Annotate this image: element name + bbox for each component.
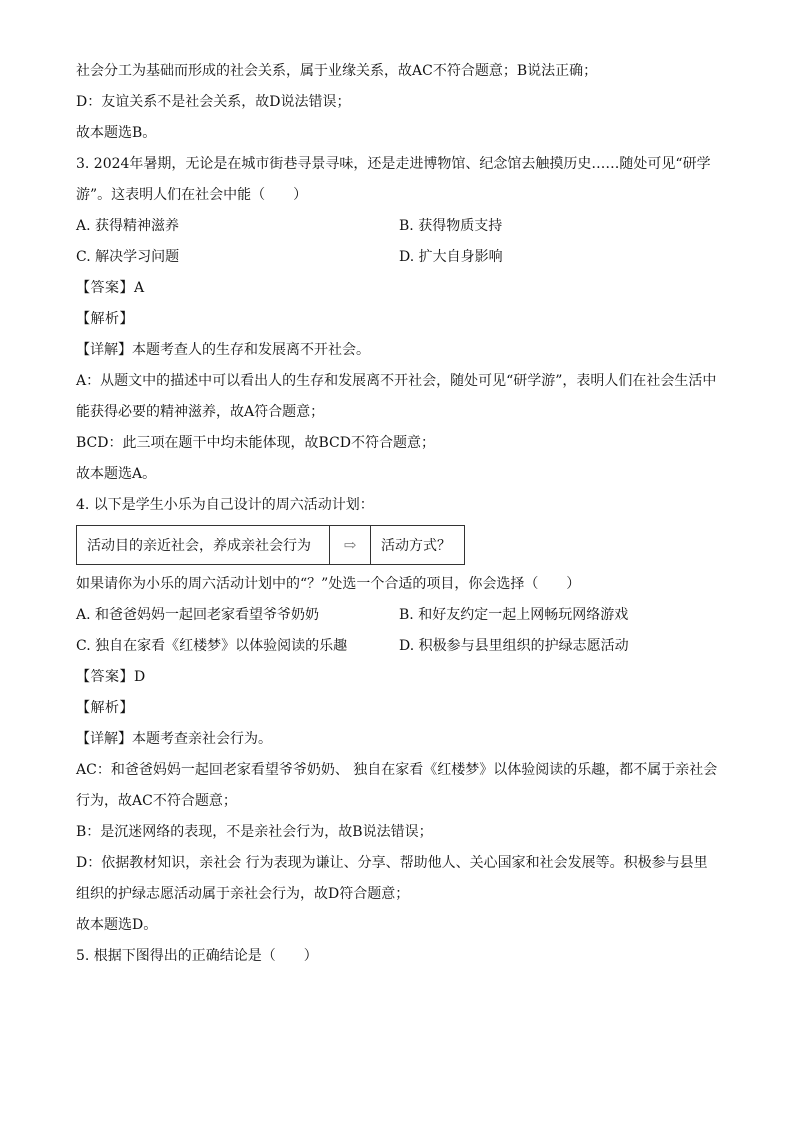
option-c: C. 解决学习问题 [76, 249, 180, 265]
option-a: A. 获得精神滋养 [76, 218, 180, 234]
question-5 [76, 941, 721, 972]
option-b: B. 和好友约定一起上网畅玩网络游戏 [399, 607, 629, 623]
analysis-label: 【解析】 [76, 700, 134, 716]
plan-purpose-cell: 活动目的亲近社会，养成亲社会行为 [77, 526, 330, 565]
option-c: C. 独自在家看《红楼梦》以体验阅读的乐趣 [76, 638, 348, 654]
answer-label: 【答案】D [76, 669, 146, 685]
explain-line: 行为，故AC不符合题意； [76, 793, 237, 809]
text-line: 社会分工为基础而形成的社会关系，属于业缘关系，故AC不符合题意；B说法正确； [76, 63, 598, 79]
explain-line: 故本题选D。 [76, 917, 158, 933]
option-b: B. 获得物质支持 [399, 218, 503, 234]
option-d: D. 积极参与县里组织的护绿志愿活动 [399, 638, 629, 654]
answer-label: 【答案】A [76, 280, 145, 296]
explain-line: 【详解】本题考查人的生存和发展离不开社会。 [76, 342, 370, 358]
option-d: D. 扩大自身影响 [399, 249, 503, 265]
arrow-right-icon: ⇨ [343, 536, 357, 554]
page-content [76, 56, 721, 972]
option-a: A. 和爸爸妈妈一起回老家看望爷爷奶奶 [76, 607, 320, 623]
question-3 [76, 149, 721, 490]
explain-line: 能获得必要的精神滋养，故A符合题意； [76, 404, 325, 420]
text-line: 故本题选B。 [76, 125, 157, 141]
explain-line: AC：和爸爸妈妈一起回老家看望爷爷奶奶、 独自在家看《红楼梦》以体验阅读的乐趣，都不属于亲社会 [76, 762, 718, 778]
option-row [76, 600, 721, 631]
plan-method-cell: 活动方式？ [371, 526, 465, 565]
question-stem: 5. 根据下图得出的正确结论是（ ） [76, 948, 318, 964]
question-prompt: 如果请你为小乐的周六活动计划中的“？”处选一个合适的项目，你会选择（ ） [76, 576, 581, 592]
option-row [76, 242, 721, 273]
explain-line: BCD：此三项在题干中均未能体现，故BCD不符合题意； [76, 435, 435, 451]
question-stem: 游”。这表明人们在社会中能（ ） [76, 187, 308, 203]
option-row [76, 211, 721, 242]
explain-line: 【详解】本题考查亲社会行为。 [76, 731, 272, 747]
explain-line: 组织的护绿志愿活动属于亲社会行为，故D符合题意； [76, 886, 410, 902]
plan-arrow-cell [330, 526, 371, 565]
analysis-label: 【解析】 [76, 311, 134, 327]
question-stem: 4. 以下是学生小乐为自己设计的周六活动计划： [76, 497, 374, 513]
explain-line: 故本题选A。 [76, 466, 157, 482]
question-stem: 3. 2024年暑期，无论是在城市街巷寻景寻味，还是走进博物馆、纪念馆去触摸历史……随处可见“研学 [76, 156, 711, 172]
question-4 [76, 490, 721, 941]
activity-plan-table [76, 525, 465, 565]
explain-line: B：是沉迷网络的表现，不是亲社会行为，故B说法错误； [76, 824, 433, 840]
option-row [76, 631, 721, 662]
explain-line: A：从题文中的描述中可以看出人的生存和发展离不开社会，随处可见“研学游”，表明人们在社会生活中 [76, 373, 717, 389]
explain-line: D：依据教材知识，亲社会 行为表现为谦让、分享、帮助他人、关心国家和社会发展等。积极参与县里 [76, 855, 708, 871]
text-line: D：友谊关系不是社会关系，故D说法错误； [76, 94, 351, 110]
